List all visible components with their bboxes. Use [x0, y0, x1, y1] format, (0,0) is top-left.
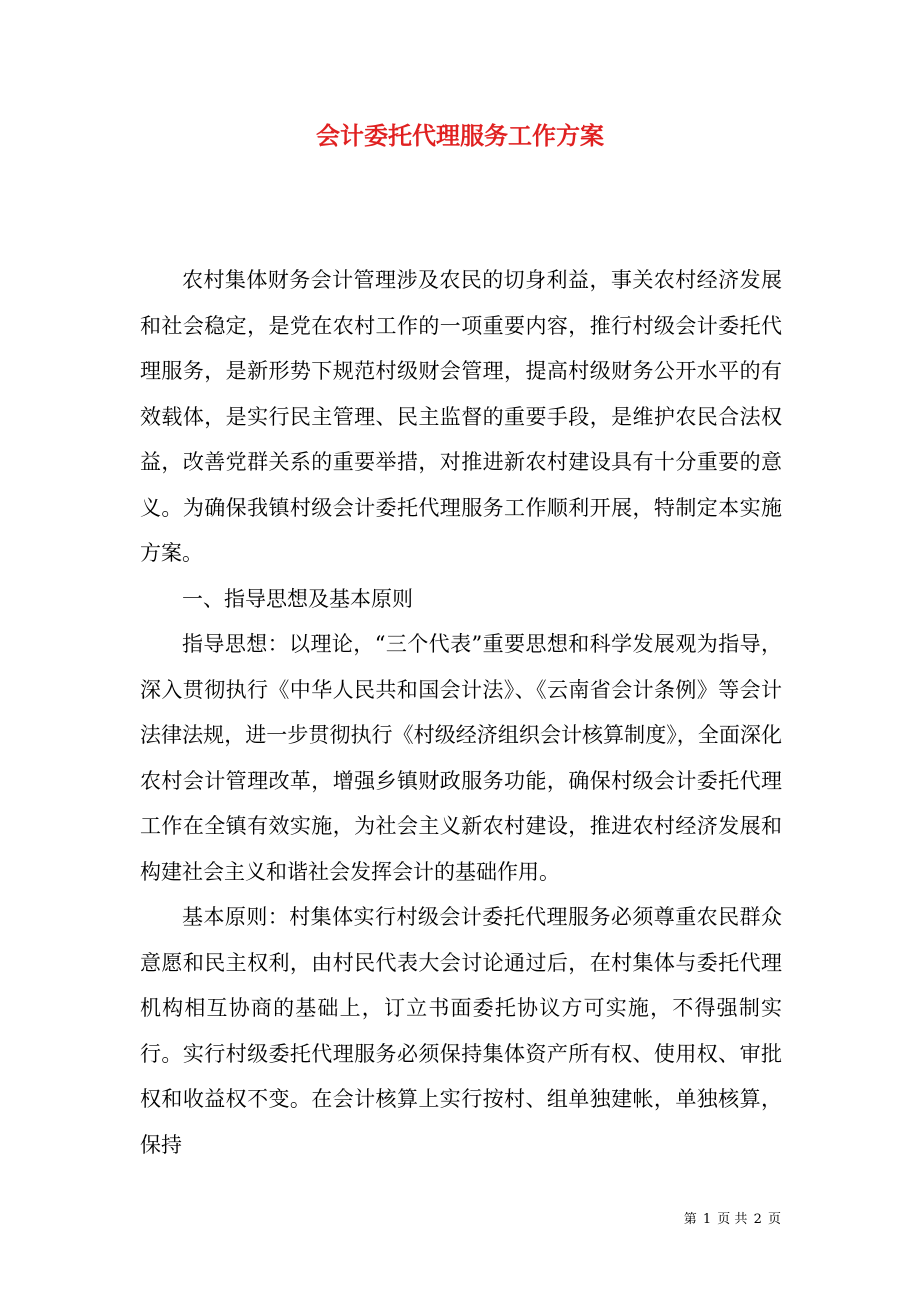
section-heading-1: 一、指导思想及基本原则 — [182, 586, 413, 611]
footer-total-pages: 2 — [753, 1212, 762, 1227]
footer-suffix: 页 — [767, 1212, 781, 1227]
paragraph-guiding-thought: 指导思想：以理论，“三个代表”重要思想和科学发展观为指导，深入贯彻执行《中华人民共和国会计法》、《云南省会计条例》等会计法律法规，进一步贯彻执行《村级经济组织会计核算制度》，全面深化农村会计管理改革，增强乡镇财政服务功能，确保村级会计委托代理工作在全镇有效实施，为社会主义新农村建设，推进农村经济发展和构建社会主义和谐社会发挥会计的基础作用。 — [140, 632, 782, 884]
page-number-footer — [683, 1208, 782, 1227]
document-title: 会计委托代理服务工作方案 — [316, 121, 604, 150]
paragraph-intro: 农村集体财务会计管理涉及农民的切身利益，事关农村经济发展和社会稳定，是党在农村工作的一项重要内容，推行村级会计委托代理服务，是新形势下规范村级财会管理，提高村级财务公开水平的有效载体，是实行民主管理、民主监督的重要手段，是维护农民合法权益，改善党群关系的重要举措，对推进新农村建设具有十分重要的意义。为确保我镇村级会计委托代理服务工作顺利开展，特制定本实施方案。 — [140, 268, 782, 565]
footer-middle: 页 共 — [717, 1212, 748, 1227]
footer-prefix: 第 — [683, 1212, 697, 1227]
paragraph-basic-principles: 基本原则：村集体实行村级会计委托代理服务必须尊重农民群众意愿和民主权利，由村民代表大会讨论通过后，在村集体与委托代理机构相互协商的基础上，订立书面委托协议方可实施，不得强制实行。实行村级委托代理服务必须保持集体资产所有权、使用权、审批权和收益权不变。在会计核算上实行按村、组单独建帐，单独核算，保持 — [140, 905, 782, 1157]
footer-current-page: 1 — [702, 1212, 712, 1227]
document-body — [140, 258, 782, 1168]
